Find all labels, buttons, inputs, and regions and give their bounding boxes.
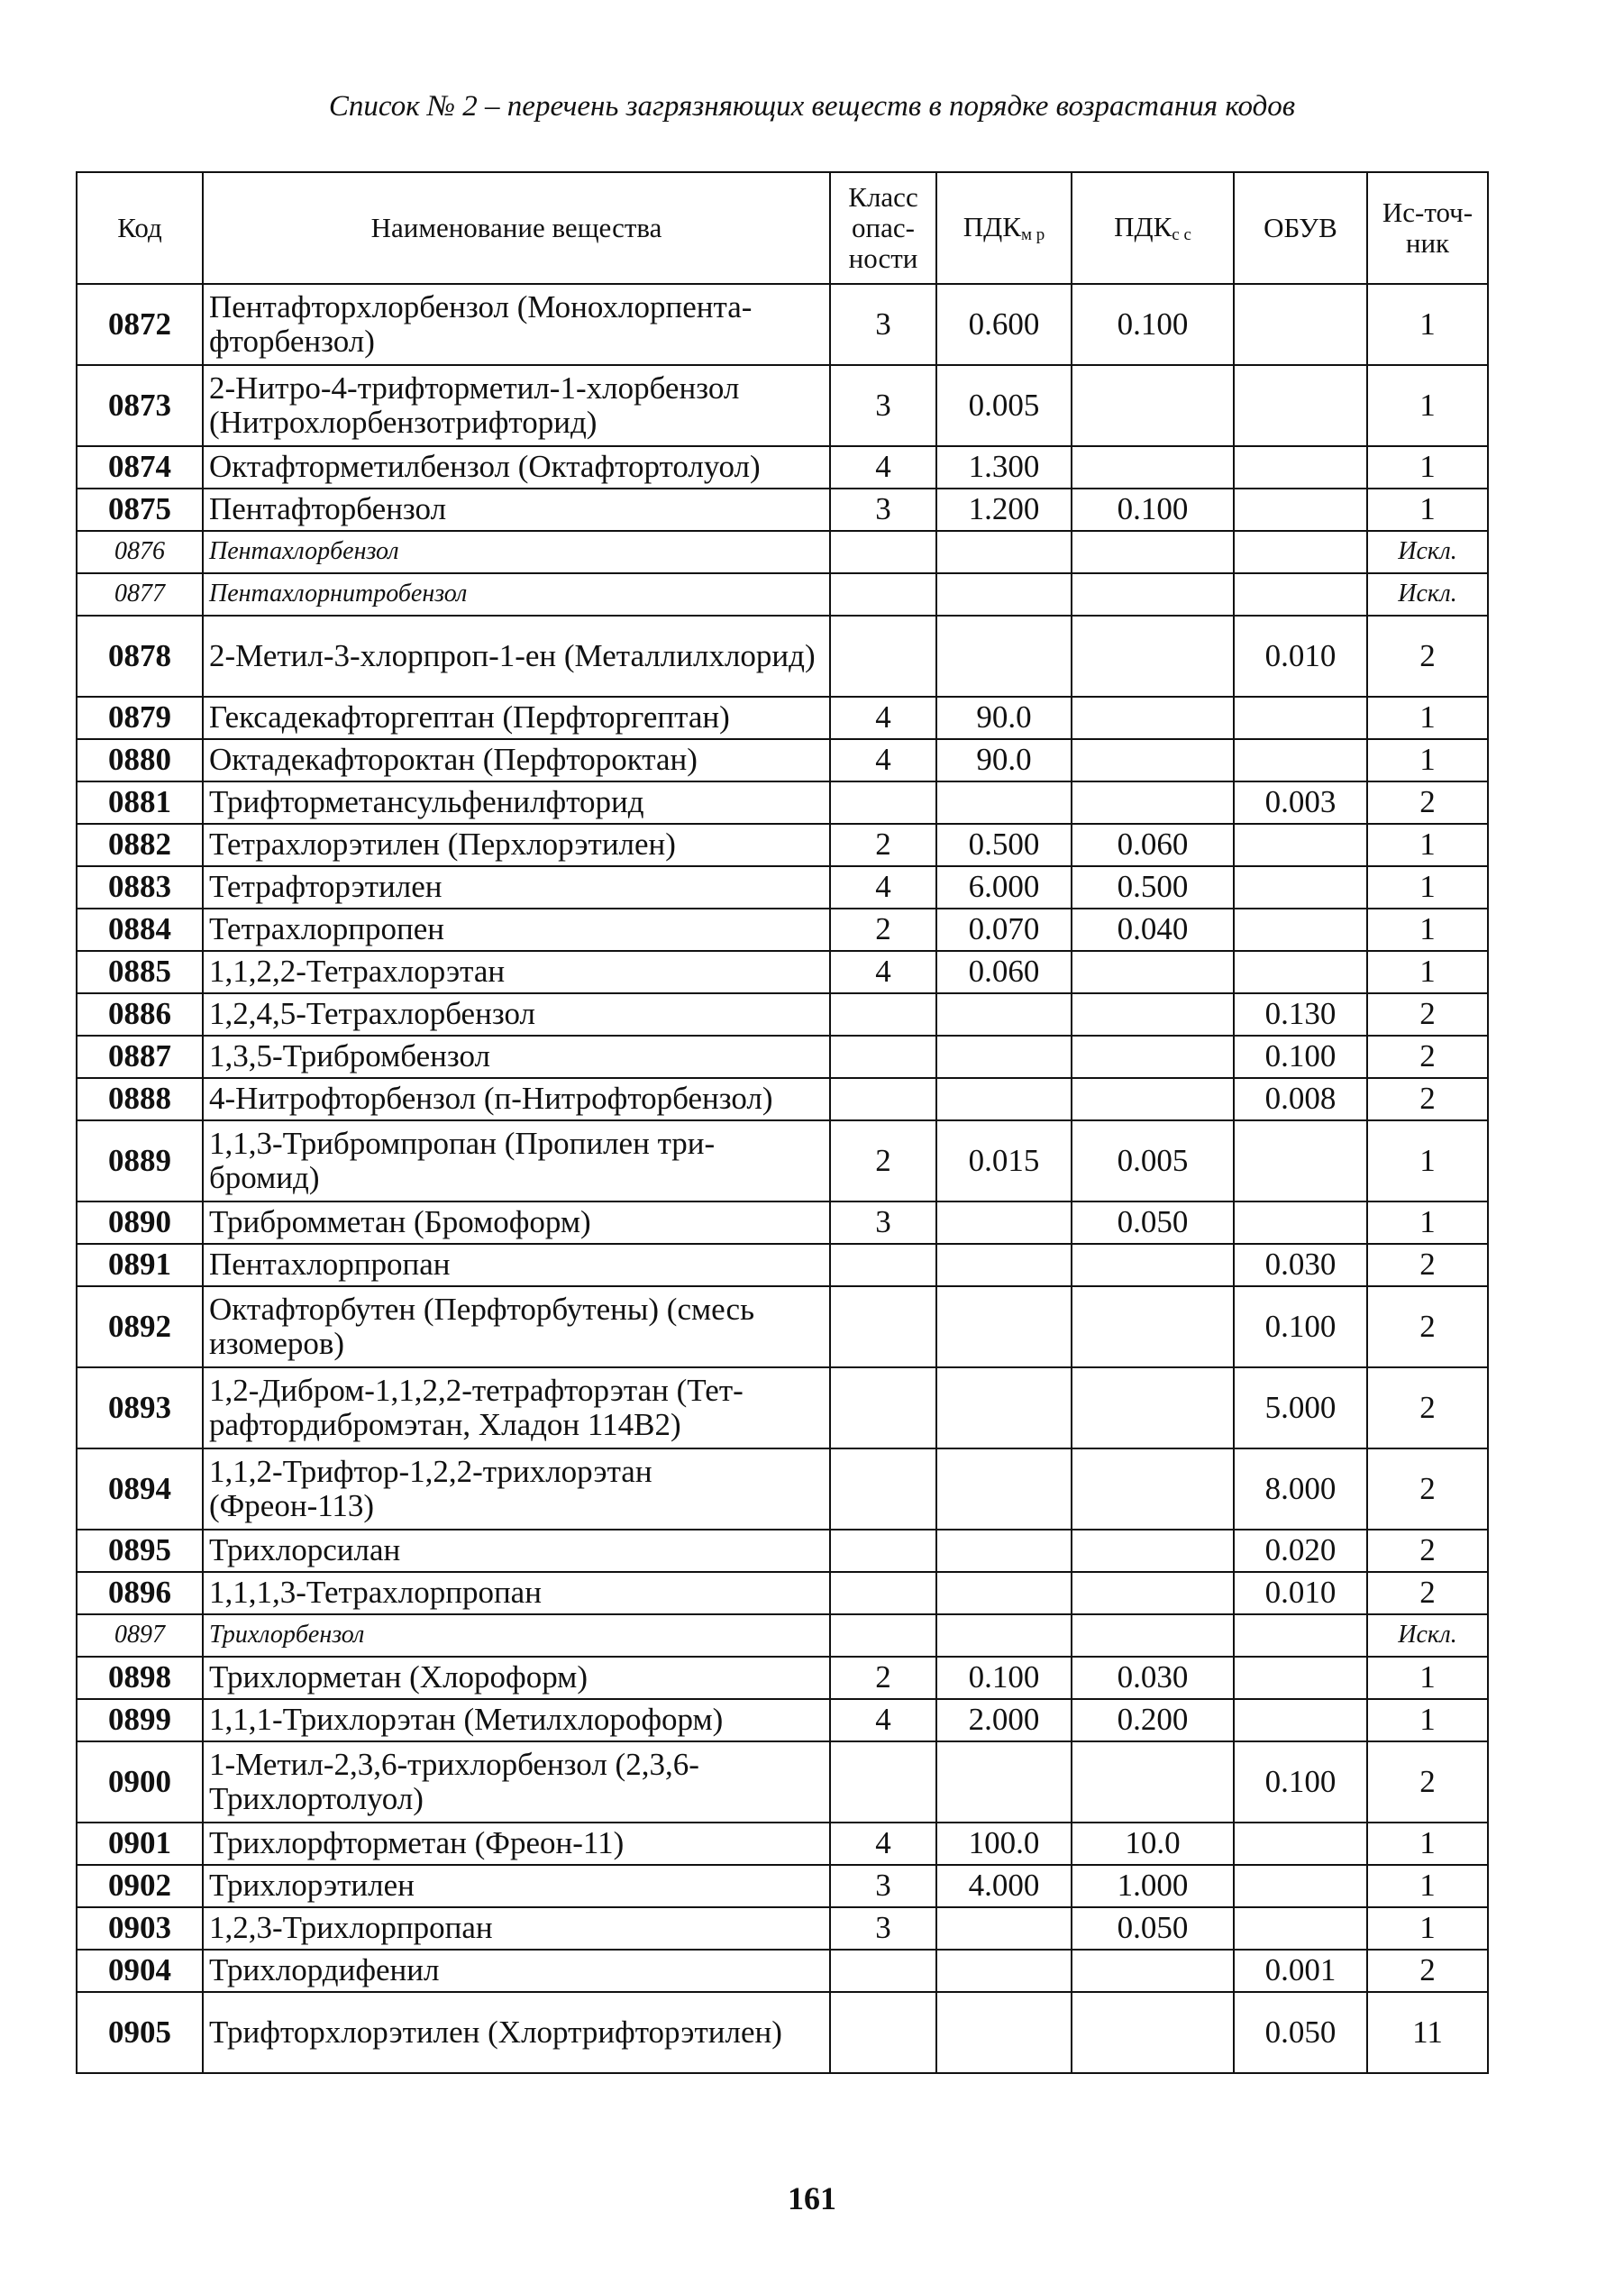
cell-pdk-ss	[1072, 697, 1234, 739]
cell-class	[830, 1950, 936, 1992]
cell-obuv: 0.010	[1234, 616, 1367, 697]
cell-source: 1	[1367, 284, 1488, 365]
cell-obuv: 0.130	[1234, 993, 1367, 1036]
cell-code: 0890	[77, 1201, 203, 1244]
cell-obuv: 0.030	[1234, 1244, 1367, 1286]
cell-source: 1	[1367, 446, 1488, 489]
cell-obuv	[1234, 1865, 1367, 1907]
cell-pdk-ss	[1072, 1992, 1234, 2073]
cell-pdk-ss: 1.000	[1072, 1865, 1234, 1907]
cell-name: Трихлордифенил	[203, 1950, 830, 1992]
cell-class	[830, 1572, 936, 1614]
cell-name: 1,1,2-Трифтор-1,2,2-трихлорэтан (Фреон-113)	[203, 1448, 830, 1530]
table-row	[77, 284, 1488, 365]
cell-source: 1	[1367, 489, 1488, 531]
cell-pdk-mr	[936, 1078, 1072, 1120]
cell-obuv: 0.003	[1234, 781, 1367, 824]
substances-table	[76, 171, 1489, 2074]
cell-name: Пентахлорнитробензол	[203, 573, 830, 616]
cell-obuv	[1234, 866, 1367, 909]
cell-code: 0887	[77, 1036, 203, 1078]
cell-class	[830, 1741, 936, 1823]
cell-pdk-ss	[1072, 993, 1234, 1036]
cell-obuv	[1234, 446, 1367, 489]
cell-class: 4	[830, 866, 936, 909]
cell-pdk-ss: 0.060	[1072, 824, 1234, 866]
cell-code: 0894	[77, 1448, 203, 1530]
cell-pdk-mr	[936, 1572, 1072, 1614]
cell-code: 0872	[77, 284, 203, 365]
cell-class	[830, 531, 936, 573]
cell-source: 1	[1367, 1699, 1488, 1741]
cell-obuv: 0.100	[1234, 1286, 1367, 1367]
cell-source: 2	[1367, 1572, 1488, 1614]
cell-pdk-ss	[1072, 1448, 1234, 1530]
cell-name: Октафторбутен (Перфторбутены) (смесь изомеров)	[203, 1286, 830, 1367]
cell-source: 2	[1367, 1448, 1488, 1530]
table-row	[77, 1992, 1488, 2073]
table-header-row	[77, 172, 1488, 284]
cell-pdk-mr: 1.200	[936, 489, 1072, 531]
cell-source: 1	[1367, 1120, 1488, 1201]
table-row	[77, 1657, 1488, 1699]
cell-source: 2	[1367, 1741, 1488, 1823]
page-number: 161	[788, 2180, 836, 2216]
cell-name: 4-Нитрофторбензол (п-Нитрофторбензол)	[203, 1078, 830, 1120]
cell-pdk-ss: 0.050	[1072, 1201, 1234, 1244]
cell-obuv	[1234, 1120, 1367, 1201]
cell-obuv	[1234, 1657, 1367, 1699]
cell-source: 1	[1367, 1657, 1488, 1699]
cell-pdk-ss	[1072, 531, 1234, 573]
cell-pdk-mr: 0.600	[936, 284, 1072, 365]
cell-pdk-mr	[936, 1367, 1072, 1448]
cell-class	[830, 1367, 936, 1448]
cell-pdk-ss: 0.030	[1072, 1657, 1234, 1699]
cell-pdk-mr	[936, 1201, 1072, 1244]
cell-name: Трихлорметан (Хлороформ)	[203, 1657, 830, 1699]
cell-obuv: 5.000	[1234, 1367, 1367, 1448]
cell-code: 0899	[77, 1699, 203, 1741]
cell-name: Трифторметансульфенилфторид	[203, 781, 830, 824]
cell-name: Трихлорбензол	[203, 1614, 830, 1657]
cell-pdk-ss	[1072, 781, 1234, 824]
cell-source: 1	[1367, 365, 1488, 446]
cell-obuv	[1234, 697, 1367, 739]
cell-class: 4	[830, 1699, 936, 1741]
cell-class: 3	[830, 365, 936, 446]
cell-pdk-mr: 4.000	[936, 1865, 1072, 1907]
cell-source: 1	[1367, 1865, 1488, 1907]
cell-pdk-mr: 6.000	[936, 866, 1072, 909]
table-row	[77, 616, 1488, 697]
cell-class: 4	[830, 739, 936, 781]
header-pdk-ss	[1072, 172, 1234, 284]
cell-class	[830, 1448, 936, 1530]
cell-pdk-ss	[1072, 1572, 1234, 1614]
cell-pdk-ss	[1072, 1286, 1234, 1367]
cell-code: 0901	[77, 1823, 203, 1865]
cell-obuv	[1234, 1823, 1367, 1865]
cell-code: 0884	[77, 909, 203, 951]
cell-class	[830, 1078, 936, 1120]
cell-name: Пентахлорпропан	[203, 1244, 830, 1286]
table-row	[77, 993, 1488, 1036]
cell-source: 2	[1367, 1286, 1488, 1367]
cell-name: 1,2,3-Трихлорпропан	[203, 1907, 830, 1950]
cell-pdk-ss: 0.040	[1072, 909, 1234, 951]
table-row	[77, 1614, 1488, 1657]
table-body	[77, 284, 1488, 2073]
header-pdk-ss-sub: с с	[1172, 224, 1191, 244]
table-row	[77, 446, 1488, 489]
cell-class: 3	[830, 1907, 936, 1950]
cell-source: 1	[1367, 951, 1488, 993]
cell-code: 0898	[77, 1657, 203, 1699]
cell-pdk-mr	[936, 1614, 1072, 1657]
cell-code: 0897	[77, 1614, 203, 1657]
cell-code: 0876	[77, 531, 203, 573]
table-row	[77, 1699, 1488, 1741]
cell-code: 0900	[77, 1741, 203, 1823]
table-row	[77, 1078, 1488, 1120]
cell-name: Трибромметан (Бромоформ)	[203, 1201, 830, 1244]
table-row	[77, 1530, 1488, 1572]
cell-source: 1	[1367, 866, 1488, 909]
cell-code: 0905	[77, 1992, 203, 2073]
cell-name: 1-Метил-2,3,6-трихлорбензол (2,3,6-Трихлортолуол)	[203, 1741, 830, 1823]
cell-source: 2	[1367, 1530, 1488, 1572]
cell-code: 0891	[77, 1244, 203, 1286]
cell-pdk-mr	[936, 573, 1072, 616]
cell-pdk-mr	[936, 1950, 1072, 1992]
cell-obuv	[1234, 951, 1367, 993]
cell-pdk-ss	[1072, 1950, 1234, 1992]
header-pdk-mr-main: ПДК	[963, 210, 1021, 242]
cell-obuv: 0.100	[1234, 1036, 1367, 1078]
cell-name: Гексадекафторгептан (Перфторгептан)	[203, 697, 830, 739]
cell-pdk-mr	[936, 1992, 1072, 2073]
table-row	[77, 1244, 1488, 1286]
cell-name: Пентафторбензол	[203, 489, 830, 531]
table-row	[77, 1036, 1488, 1078]
cell-source: 2	[1367, 1078, 1488, 1120]
table-row	[77, 531, 1488, 573]
cell-pdk-ss: 0.005	[1072, 1120, 1234, 1201]
cell-class	[830, 1244, 936, 1286]
cell-class: 2	[830, 1120, 936, 1201]
cell-class: 2	[830, 1657, 936, 1699]
cell-obuv: 8.000	[1234, 1448, 1367, 1530]
cell-code: 0902	[77, 1865, 203, 1907]
cell-code: 0880	[77, 739, 203, 781]
cell-pdk-mr	[936, 616, 1072, 697]
cell-obuv	[1234, 824, 1367, 866]
cell-pdk-mr	[936, 531, 1072, 573]
cell-pdk-mr: 90.0	[936, 697, 1072, 739]
cell-pdk-ss: 10.0	[1072, 1823, 1234, 1865]
cell-source: 11	[1367, 1992, 1488, 2073]
cell-source: 2	[1367, 993, 1488, 1036]
cell-pdk-ss	[1072, 1244, 1234, 1286]
cell-name: Тетрахлорэтилен (Перхлорэтилен)	[203, 824, 830, 866]
table-row	[77, 951, 1488, 993]
cell-pdk-ss	[1072, 1530, 1234, 1572]
cell-pdk-mr: 0.060	[936, 951, 1072, 993]
cell-obuv	[1234, 489, 1367, 531]
cell-class	[830, 573, 936, 616]
table-row	[77, 909, 1488, 951]
cell-code: 0875	[77, 489, 203, 531]
cell-code: 0883	[77, 866, 203, 909]
header-name: Наименование вещества	[203, 172, 830, 284]
cell-name: 1,2,4,5-Тетрахлорбензол	[203, 993, 830, 1036]
cell-name: 1,2-Дибром-1,1,2,2-тетрафторэтан (Тет-рафтордибромэтан, Хладон 114В2)	[203, 1367, 830, 1448]
table-row	[77, 1120, 1488, 1201]
cell-pdk-ss	[1072, 573, 1234, 616]
cell-source: 1	[1367, 909, 1488, 951]
cell-obuv: 0.050	[1234, 1992, 1367, 2073]
cell-obuv: 0.020	[1234, 1530, 1367, 1572]
cell-code: 0893	[77, 1367, 203, 1448]
cell-pdk-mr	[936, 1286, 1072, 1367]
table-row	[77, 365, 1488, 446]
cell-name: Трихлорсилан	[203, 1530, 830, 1572]
cell-name: 1,1,1,3-Тетрахлорпропан	[203, 1572, 830, 1614]
cell-pdk-mr: 2.000	[936, 1699, 1072, 1741]
cell-source: Искл.	[1367, 1614, 1488, 1657]
cell-obuv: 0.100	[1234, 1741, 1367, 1823]
cell-source: 2	[1367, 616, 1488, 697]
cell-pdk-ss: 0.200	[1072, 1699, 1234, 1741]
header-obuv: ОБУВ	[1234, 172, 1367, 284]
cell-name: Пентахлорбензол	[203, 531, 830, 573]
cell-code: 0892	[77, 1286, 203, 1367]
table-row	[77, 866, 1488, 909]
cell-name: 2-Метил-3-хлорпроп-1-ен (Металлилхлорид)	[203, 616, 830, 697]
table-row	[77, 1907, 1488, 1950]
cell-source: 2	[1367, 1036, 1488, 1078]
cell-pdk-mr	[936, 1741, 1072, 1823]
cell-pdk-ss	[1072, 951, 1234, 993]
cell-class: 2	[830, 909, 936, 951]
table-row	[77, 489, 1488, 531]
cell-pdk-ss	[1072, 1078, 1234, 1120]
cell-source: 1	[1367, 697, 1488, 739]
table-row	[77, 1865, 1488, 1907]
cell-pdk-mr	[936, 1530, 1072, 1572]
cell-pdk-ss: 0.100	[1072, 284, 1234, 365]
table-row	[77, 1950, 1488, 1992]
cell-class	[830, 1036, 936, 1078]
cell-source: 2	[1367, 1950, 1488, 1992]
cell-pdk-ss	[1072, 1367, 1234, 1448]
cell-code: 0878	[77, 616, 203, 697]
cell-code: 0881	[77, 781, 203, 824]
cell-source: 2	[1367, 781, 1488, 824]
table-row	[77, 1286, 1488, 1367]
cell-obuv	[1234, 531, 1367, 573]
cell-name: Трифторхлорэтилен (Хлортрифторэтилен)	[203, 1992, 830, 2073]
cell-class	[830, 1530, 936, 1572]
cell-obuv	[1234, 1907, 1367, 1950]
cell-name: Трихлорэтилен	[203, 1865, 830, 1907]
cell-source: 1	[1367, 1823, 1488, 1865]
cell-name: Октафторметилбензол (Октафтортолуол)	[203, 446, 830, 489]
cell-code: 0888	[77, 1078, 203, 1120]
cell-pdk-mr: 0.005	[936, 365, 1072, 446]
cell-obuv	[1234, 739, 1367, 781]
cell-source: 1	[1367, 739, 1488, 781]
cell-name: Трихлорфторметан (Фреон-11)	[203, 1823, 830, 1865]
cell-class: 4	[830, 951, 936, 993]
cell-pdk-ss	[1072, 446, 1234, 489]
table-row	[77, 781, 1488, 824]
cell-pdk-mr: 0.070	[936, 909, 1072, 951]
cell-code: 0873	[77, 365, 203, 446]
cell-code: 0885	[77, 951, 203, 993]
header-code: Код	[77, 172, 203, 284]
cell-pdk-ss	[1072, 1036, 1234, 1078]
cell-obuv	[1234, 1614, 1367, 1657]
cell-class	[830, 1992, 936, 2073]
cell-class: 4	[830, 697, 936, 739]
table-row	[77, 573, 1488, 616]
cell-name: 2-Нитро-4-трифторметил-1-хлорбензол (Нитрохлорбензотрифторид)	[203, 365, 830, 446]
cell-code: 0895	[77, 1530, 203, 1572]
cell-code: 0889	[77, 1120, 203, 1201]
cell-class: 3	[830, 284, 936, 365]
cell-name: 1,1,3-Трибромпропан (Пропилен три-бромид)	[203, 1120, 830, 1201]
cell-class: 4	[830, 446, 936, 489]
cell-source: 1	[1367, 824, 1488, 866]
table-row	[77, 1572, 1488, 1614]
header-pdk-mr-sub: м р	[1020, 224, 1045, 244]
cell-pdk-ss	[1072, 1614, 1234, 1657]
list-caption: Список № 2 – перечень загрязняющих веществ в порядке возрастания кодов	[328, 90, 1296, 123]
cell-name: 1,1,2,2-Тетрахлорэтан	[203, 951, 830, 993]
cell-class: 3	[830, 1865, 936, 1907]
cell-pdk-ss	[1072, 1741, 1234, 1823]
cell-obuv	[1234, 573, 1367, 616]
cell-pdk-mr	[936, 1448, 1072, 1530]
cell-class: 3	[830, 1201, 936, 1244]
cell-pdk-ss	[1072, 739, 1234, 781]
header-pdk-ss-main: ПДК	[1114, 210, 1172, 242]
cell-pdk-mr: 0.500	[936, 824, 1072, 866]
cell-class: 3	[830, 489, 936, 531]
cell-pdk-mr	[936, 781, 1072, 824]
table-row	[77, 1741, 1488, 1823]
cell-source: 2	[1367, 1367, 1488, 1448]
header-class: Класс опас-ности	[830, 172, 936, 284]
cell-pdk-mr: 1.300	[936, 446, 1072, 489]
cell-pdk-mr: 100.0	[936, 1823, 1072, 1865]
cell-class: 4	[830, 1823, 936, 1865]
cell-class	[830, 616, 936, 697]
cell-pdk-mr	[936, 1244, 1072, 1286]
cell-code: 0896	[77, 1572, 203, 1614]
cell-pdk-ss	[1072, 616, 1234, 697]
cell-source: 1	[1367, 1907, 1488, 1950]
cell-pdk-ss: 0.100	[1072, 489, 1234, 531]
cell-obuv: 0.010	[1234, 1572, 1367, 1614]
cell-code: 0882	[77, 824, 203, 866]
header-pdk-mr	[936, 172, 1072, 284]
cell-source: 1	[1367, 1201, 1488, 1244]
cell-code: 0904	[77, 1950, 203, 1992]
header-source: Ис-точ-ник	[1367, 172, 1488, 284]
cell-pdk-mr	[936, 1036, 1072, 1078]
cell-obuv: 0.001	[1234, 1950, 1367, 1992]
table-row	[77, 739, 1488, 781]
cell-class	[830, 993, 936, 1036]
table-row	[77, 1367, 1488, 1448]
table-row	[77, 1823, 1488, 1865]
cell-class	[830, 781, 936, 824]
cell-code: 0886	[77, 993, 203, 1036]
cell-pdk-ss: 0.500	[1072, 866, 1234, 909]
cell-obuv	[1234, 909, 1367, 951]
cell-obuv	[1234, 1699, 1367, 1741]
cell-name: 1,3,5-Трибромбензол	[203, 1036, 830, 1078]
cell-code: 0879	[77, 697, 203, 739]
cell-obuv	[1234, 284, 1367, 365]
cell-name: Тетрахлорпропен	[203, 909, 830, 951]
cell-pdk-ss	[1072, 365, 1234, 446]
cell-pdk-mr: 0.100	[936, 1657, 1072, 1699]
cell-name: Пентафторхлорбензол (Монохлорпента-фторбензол)	[203, 284, 830, 365]
cell-name: Тетрафторэтилен	[203, 866, 830, 909]
table-row	[77, 1448, 1488, 1530]
table-row	[77, 697, 1488, 739]
cell-obuv	[1234, 1201, 1367, 1244]
cell-pdk-mr	[936, 1907, 1072, 1950]
cell-pdk-mr	[936, 993, 1072, 1036]
cell-name: 1,1,1-Трихлорэтан (Метилхлороформ)	[203, 1699, 830, 1741]
cell-obuv: 0.008	[1234, 1078, 1367, 1120]
cell-code: 0877	[77, 573, 203, 616]
table-row	[77, 1201, 1488, 1244]
cell-class	[830, 1286, 936, 1367]
cell-name: Октадекафтороктан (Перфтороктан)	[203, 739, 830, 781]
cell-code: 0903	[77, 1907, 203, 1950]
cell-obuv	[1234, 365, 1367, 446]
cell-pdk-mr: 0.015	[936, 1120, 1072, 1201]
cell-pdk-ss: 0.050	[1072, 1907, 1234, 1950]
cell-pdk-mr: 90.0	[936, 739, 1072, 781]
cell-class	[830, 1614, 936, 1657]
cell-class: 2	[830, 824, 936, 866]
cell-code: 0874	[77, 446, 203, 489]
table-row	[77, 824, 1488, 866]
cell-source: Искл.	[1367, 531, 1488, 573]
cell-source: Искл.	[1367, 573, 1488, 616]
cell-source: 2	[1367, 1244, 1488, 1286]
